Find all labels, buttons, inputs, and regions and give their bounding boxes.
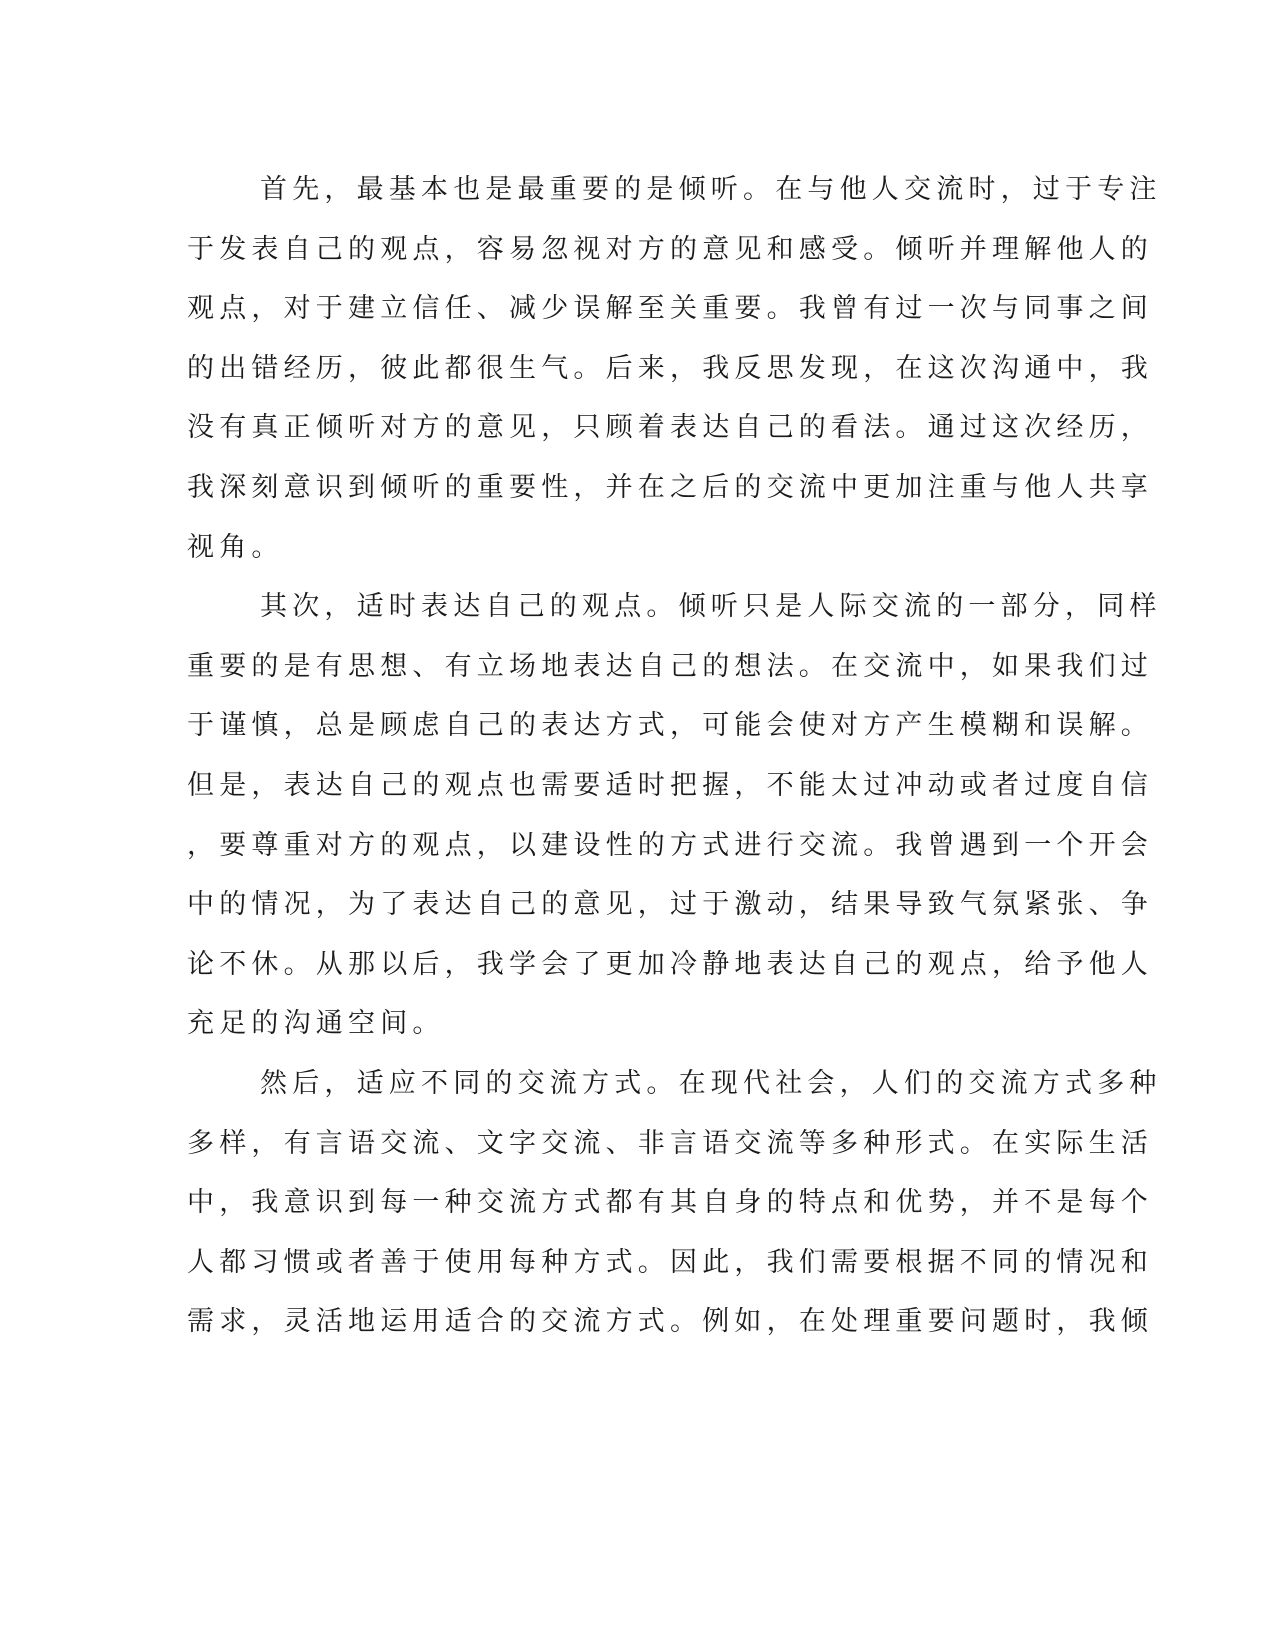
text-line: 我深刻意识到倾听的重要性，并在之后的交流中更加注重与他人共享 [187,471,1153,503]
document-body [187,160,1162,1352]
text-line: 观点，对于建立信任、减少误解至关重要。我曾有过一次与同事之间 [187,293,1153,325]
text-line: 论不休。从那以后，我学会了更加冷静地表达自己的观点，给予他人 [187,948,1153,980]
paragraph-listening [187,160,1162,577]
text-line: 没有真正倾听对方的意见，只顾着表达自己的看法。通过这次经历， [187,412,1153,444]
text-line: 中，我意识到每一种交流方式都有其自身的特点和优势，并不是每个 [187,1187,1153,1219]
text-line: 于发表自己的观点，容易忽视对方的意见和感受。倾听并理解他人的 [187,233,1153,265]
text-line: 需求，灵活地运用适合的交流方式。例如，在处理重要问题时，我倾 [187,1306,1153,1338]
text-line: 中的情况，为了表达自己的意见，过于激动，结果导致气氛紧张、争 [187,889,1153,921]
text-line: 于谨慎，总是顾虑自己的表达方式，可能会使对方产生模糊和误解。 [187,710,1153,742]
text-line: 多样，有言语交流、文字交流、非言语交流等多种形式。在实际生活 [187,1127,1153,1159]
text-line: 但是，表达自己的观点也需要适时把握，不能太过冲动或者过度自信 [187,769,1153,801]
paragraph-adapting [187,1054,1162,1352]
text-line: 人都习惯或者善于使用每种方式。因此，我们需要根据不同的情况和 [187,1246,1153,1278]
text-line: 视角。 [187,531,284,563]
text-line: 然后，适应不同的交流方式。在现代社会，人们的交流方式多种 [260,1067,1162,1099]
text-line: ，要尊重对方的观点，以建设性的方式进行交流。我曾遇到一个开会 [187,829,1153,861]
text-line: 首先，最基本也是最重要的是倾听。在与他人交流时，过于专注 [260,174,1162,205]
text-line: 的出错经历，彼此都很生气。后来，我反思发现，在这次沟通中，我 [187,352,1153,384]
paragraph-expressing [187,577,1162,1054]
text-line: 其次，适时表达自己的观点。倾听只是人际交流的一部分，同样 [260,591,1162,623]
text-line: 充足的沟通空间。 [187,1008,445,1040]
text-line: 重要的是有思想、有立场地表达自己的想法。在交流中，如果我们过 [187,650,1153,682]
